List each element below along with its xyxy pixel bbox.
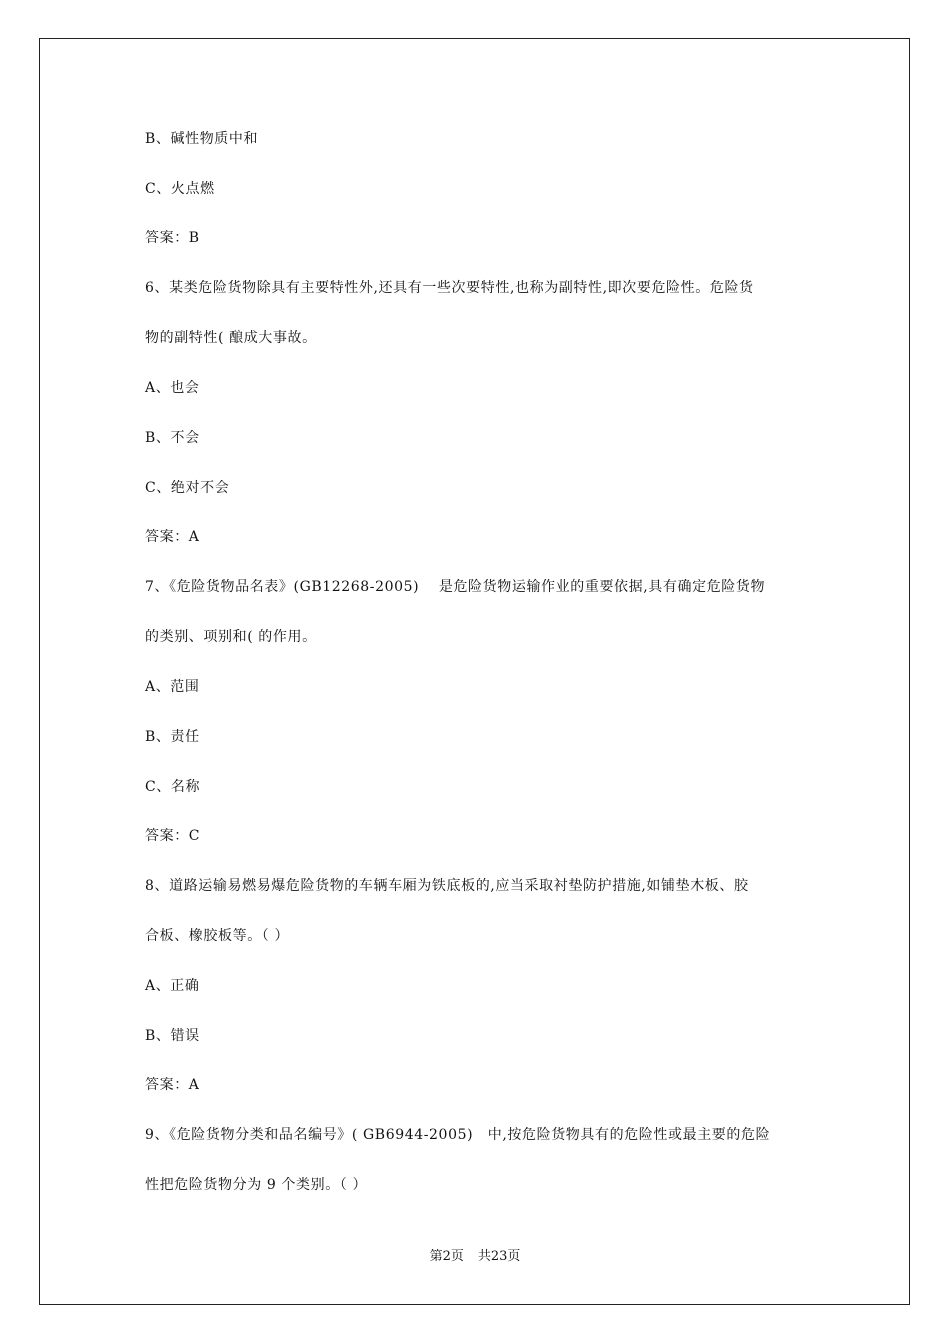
question-9-line-1: 9、《危险货物分类和品名编号》( GB6944-2005) 中,按危险货物具有的危险性或最主要的危险	[145, 1127, 771, 1143]
option-b-q6: B、不会	[145, 430, 200, 446]
question-8-line-1: 8、道路运输易燃易爆危险货物的车辆车厢为铁底板的,应当采取衬垫防护措施,如铺垫木板、胶	[145, 878, 749, 894]
option-a-q6: A、也会	[145, 380, 200, 396]
option-c-q5: C、火点燃	[145, 181, 215, 197]
option-b-q7: B、责任	[145, 729, 200, 745]
answer-q6: 答案：A	[145, 529, 200, 545]
option-c-q6: C、绝对不会	[145, 480, 230, 496]
option-c-q7: C、名称	[145, 779, 201, 795]
page-number: 第2页	[429, 1249, 464, 1264]
question-8-line-2: 合板、橡胶板等。（ ）	[145, 928, 290, 944]
question-6-line-1: 6、某类危险货物除具有主要特性外,还具有一些次要特性,也称为副特性,即次要危险性。危险货	[145, 280, 754, 296]
question-7-line-2: 的类别、项别和( 的作用。	[145, 629, 317, 645]
answer-q8: 答案：A	[145, 1077, 200, 1093]
answer-q7: 答案：C	[145, 828, 201, 844]
page-footer	[0, 1248, 950, 1266]
answer-q5: 答案：B	[145, 230, 200, 246]
option-b-q8: B、错误	[145, 1028, 200, 1044]
option-a-q7: A、范围	[145, 679, 200, 695]
option-b-q5: B、碱性物质中和	[145, 131, 259, 147]
option-a-q8: A、正确	[145, 978, 200, 994]
question-6-line-2: 物的副特性( 酿成大事故。	[145, 330, 317, 346]
question-7-line-1: 7、《危险货物品名表》(GB12268-2005) 是危险货物运输作业的重要依据,具有确定危险货物	[145, 579, 766, 595]
page-total: 共23页	[477, 1249, 521, 1264]
question-9-line-2: 性把危险货物分为 9 个类别。（ ）	[145, 1177, 368, 1193]
